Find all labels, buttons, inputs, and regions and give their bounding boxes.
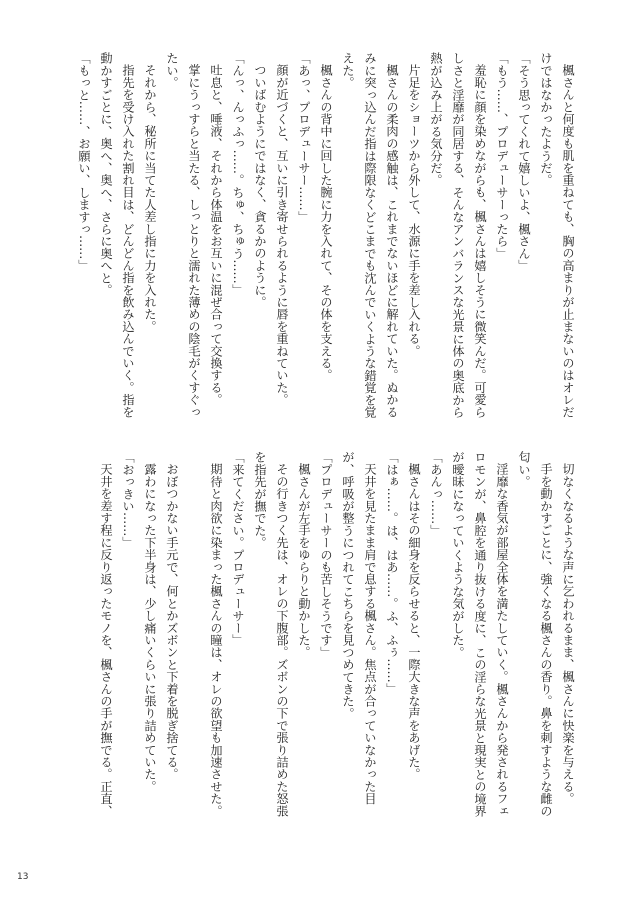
page-number: 13 bbox=[17, 872, 29, 882]
bottom-tier-line-12: 「プロデューサーのも苦しそうです」 bbox=[319, 451, 333, 659]
bottom-tier-line-4: 淫靡な香気が部屋全体を満たしていく。楓さんから発されるフェ bbox=[495, 463, 509, 817]
top-tier-line-3: 「そう思ってくれて嬉しいよ、楓さん」 bbox=[517, 52, 531, 272]
bottom-tier-line-1: 切なくなるような声に乞われるまま、楓さんに快楽を与える。 bbox=[561, 463, 575, 805]
top-tier-line-9: 楓さんの柔肉の感触は、これまでないほどに解れていた。ぬかる bbox=[385, 64, 399, 418]
top-tier-line-15: ついばむようにではなく、貪るかのように。 bbox=[253, 64, 267, 309]
top-tier-line-1: 楓さんと何度も肌を重ねても、胸の高まりが止まないのはオレだ bbox=[561, 64, 575, 418]
top-tier-line-12: 楓さんの背中に回した腕に力を入れて、その体を支える。 bbox=[319, 64, 333, 382]
top-tier-line-21: 指先を受け入れた割れ目は、どんどん指を飲み込んでいく。指を bbox=[121, 64, 135, 418]
bottom-tier-line-21: 天井を差す程に反り返ったモノを、楓さんの手が撫でる。正直、 bbox=[99, 463, 113, 817]
bottom-tier-line-11: が、呼吸が整うにつれてこちらを見つめてきた。 bbox=[341, 451, 355, 720]
top-tier-line-20: それから、秘所に当てた人差し指に力を入れた。 bbox=[143, 64, 157, 333]
top-tier-line-6: しさと淫靡が同居する、そんなアンバランスな光景に体の奥底から bbox=[451, 52, 465, 418]
top-tier-line-23: 「もっと……、お願い、しますっ……」 bbox=[77, 52, 91, 272]
top-tier-line-22: 動かすごとに、奥へ、奥へ、さらに奥へと。 bbox=[99, 52, 113, 296]
top-tier-line-17: 吐息と、唾液、それから体温をお互いに混ぜ合って交換する。 bbox=[209, 64, 223, 406]
bottom-tier-line-14: その行きつく先は、オレの下腹部。ズボンの下で張り詰めた怒張 bbox=[275, 463, 289, 817]
top-tier-line-11: えた。 bbox=[341, 52, 355, 89]
top-tier-line-14: 顔が近づくと、互いに引き寄せられるように唇を重ねていた。 bbox=[275, 64, 289, 406]
bottom-tier-line-8: 楓さんはその細身を反らせると、一際大きな声をあげた。 bbox=[407, 463, 421, 781]
top-tier-line-18: 掌にうっすらと当たる、しっとりと濡れた薄めの陰毛がくすぐっ bbox=[187, 64, 201, 418]
bottom-tier-line-10: 天井を見たまま肩で息する楓さん。焦点が合っていなかった目 bbox=[363, 463, 377, 805]
top-tier-line-16: 「んっ、んっふっ……。ちゅ、ちゅう……」 bbox=[231, 52, 245, 296]
top-tier-line-13: 「あっ、プロデューサー……」 bbox=[297, 52, 311, 223]
bottom-tier-line-16: 「来てください。プロデューサー」 bbox=[231, 451, 245, 647]
bottom-tier-line-7: 「あんっ……」 bbox=[429, 451, 443, 537]
bottom-tier-line-13: 楓さんが左手をゆらりと動かした。 bbox=[297, 463, 311, 659]
bottom-tier-line-17: 期待と肉欲に染まった楓さんの瞳は、オレの欲望も加速させた。 bbox=[209, 463, 223, 817]
top-tier-line-19: たい。 bbox=[165, 52, 179, 89]
bottom-tier-line-3: 匂い。 bbox=[517, 451, 531, 488]
bottom-tier-line-6: が曖昧になっていくような気がした。 bbox=[451, 451, 465, 659]
bottom-tier-line-2: 手を動かすごとに、強くなる楓さんの香り。鼻を刺すような雌の bbox=[539, 463, 553, 817]
bottom-tier-line-5: ロモンが、鼻腔を通り抜ける度に、この淫らな光景と現実との境界 bbox=[473, 451, 487, 817]
bottom-tier-line-20: 「おっきい……」 bbox=[121, 451, 135, 549]
scene-break-blank-line bbox=[183, 451, 205, 817]
bottom-tier-line-9: 「はぁ……。は、はあ……。ふ、ふぅ……」 bbox=[385, 451, 399, 695]
bottom-tier-line-15: を指先が撫でた。 bbox=[253, 451, 267, 549]
bottom-tier-line-19: 露わになった下半身は、少し痛いくらいに張り詰めていた。 bbox=[143, 463, 157, 793]
top-tier-line-2: けではなかったようだ。 bbox=[539, 52, 553, 187]
bottom-tier-line-18: おぼつかない手元で、何とかズボンと下着を脱ぎ捨てる。 bbox=[165, 463, 179, 781]
top-tier-line-10: みに突っ込んだ指は際限なくどこまでも沈んでいくような錯覚を覚 bbox=[363, 52, 377, 418]
top-tier-line-8: 片足をショーツから外して、水源に手を差し入れる。 bbox=[407, 64, 421, 357]
top-tier-text-block bbox=[73, 52, 579, 418]
top-tier-line-5: 羞恥に顔を染めながらも、楓さんは嬉しそうに微笑んだ。可愛ら bbox=[473, 64, 487, 418]
bottom-tier-text-block bbox=[95, 451, 579, 817]
top-tier-line-7: 熱が込み上がる気分だ。 bbox=[429, 52, 443, 187]
top-tier-line-4: 「もう……、プロデューサーったら」 bbox=[495, 52, 509, 260]
